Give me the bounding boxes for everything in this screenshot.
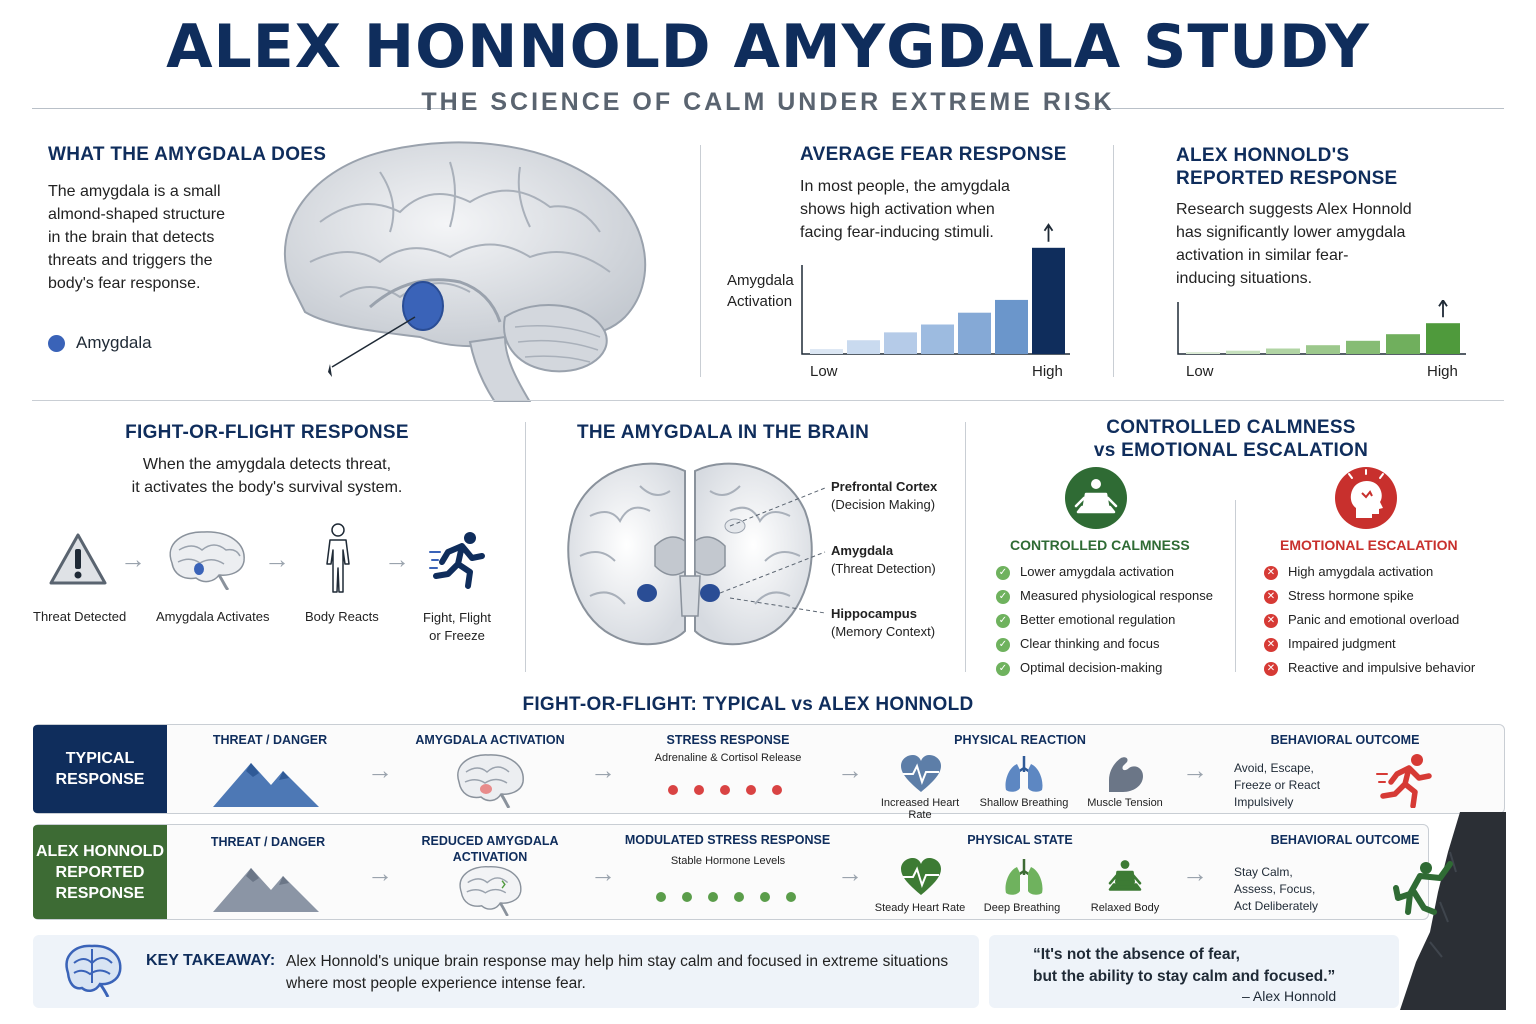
honnold-stress-header: MODULATED STRESS RESPONSE [624, 833, 831, 847]
check-icon: ✓ [996, 638, 1010, 652]
escalation-title: EMOTIONAL ESCALATION [1280, 537, 1458, 553]
section-divider [32, 400, 1504, 401]
brain-label-leaders [720, 480, 830, 630]
typical-physical-header: PHYSICAL REACTION [954, 733, 1086, 747]
honnold-hormone-dots [648, 889, 804, 907]
flow-arrow-icon: → [837, 858, 863, 888]
honnold-heading-line: ALEX HONNOLD'S [1176, 145, 1350, 166]
typical-phys-label: Increased Heart Rate [880, 797, 960, 821]
honnold-body-line: inducing situations. [1176, 270, 1313, 287]
cliff-climber-icon [1390, 812, 1506, 1010]
meditation-icon [1105, 857, 1145, 897]
amygdala-body-line: body's fear response. [48, 275, 201, 292]
page-title: ALEX HONNOLD AMYGDALA STUDY [166, 12, 1370, 82]
takeaway-line: Alex Honnold's unique brain response may help him stay calm and focused in extreme situations [286, 953, 949, 970]
chart-2-high-label: High [1427, 363, 1458, 380]
calm-heading-line: vs EMOTIONAL ESCALATION [1093, 440, 1369, 461]
hormone-dot [694, 785, 704, 795]
list-item-label: Reactive and impulsive behavior [1288, 660, 1476, 675]
flow-arrow-icon: → [1182, 858, 1208, 888]
x-icon: ✕ [1264, 662, 1278, 676]
chart-2-low-label: Low [1186, 363, 1214, 380]
list-item-label: Impaired judgment [1288, 636, 1396, 651]
calm-section-heading [965, 416, 1497, 462]
list-item-label: Panic and emotional overload [1288, 612, 1460, 627]
brain-label-name: Prefrontal Cortex [831, 479, 938, 494]
hormone-dot [734, 892, 744, 902]
average-section-heading: AVERAGE FEAR RESPONSE [800, 144, 1067, 165]
hormone-dot [772, 785, 782, 795]
list-item-label: Lower amygdala activation [1020, 564, 1174, 579]
honnold-outcome-text [1234, 864, 1318, 915]
hormone-dot [720, 785, 730, 795]
step-threat-detected: Threat Detected [33, 609, 127, 624]
list-item-label: High amygdala activation [1288, 564, 1434, 579]
brain-calm-icon [455, 864, 525, 916]
typical-outcome-text [1234, 760, 1320, 811]
calm-heading-line: CONTROLLED CALMNESS [1106, 417, 1356, 438]
chart-bar [1226, 351, 1260, 354]
fight-flight-body [0, 453, 534, 499]
brain-side-icon [260, 132, 660, 402]
brain-small-icon [164, 528, 250, 590]
flow-arrow-icon: → [120, 544, 146, 574]
list-item-label: Stress hormone spike [1288, 588, 1414, 603]
chart-bar [1306, 345, 1340, 354]
step-line: or Freeze [429, 628, 485, 643]
step-fight-flight-freeze [418, 609, 496, 645]
quote-text [1033, 944, 1335, 988]
running-person-icon [428, 530, 488, 590]
chart-bar [1386, 334, 1420, 354]
typical-outcome-header: BEHAVIORAL OUTCOME [1270, 733, 1420, 747]
honnold-phys-label: Relaxed Body [1090, 902, 1160, 914]
calm-divider [1235, 500, 1236, 672]
brain-activated-icon [453, 752, 527, 808]
warning-icon [48, 532, 108, 587]
check-icon: ✓ [996, 590, 1010, 604]
flexed-arm-icon [1105, 754, 1145, 794]
honnold-physical-header: PHYSICAL STATE [967, 833, 1073, 847]
col-hdr-line: REDUCED AMYGDALA [421, 834, 559, 848]
ylabel-line: Activation [727, 293, 793, 310]
chart-1-ylabel [727, 270, 794, 312]
takeaway-label: KEY TAKEAWAY: [146, 952, 276, 969]
ylabel-line: Amygdala [727, 272, 794, 289]
escalation-list [1264, 560, 1475, 680]
top-divider-1 [700, 145, 701, 377]
chart-bar [995, 300, 1028, 354]
amygdala-body-line: The amygdala is a small [48, 183, 221, 200]
brain-label-prefrontal [831, 478, 937, 514]
average-fear-chart [800, 220, 1080, 360]
chart-bar [1346, 341, 1380, 354]
top-divider-2 [1113, 145, 1114, 377]
hormone-dot [760, 892, 770, 902]
check-icon: ✓ [996, 614, 1010, 628]
amygdala-legend [48, 333, 152, 353]
x-icon: ✕ [1264, 638, 1278, 652]
mountain-icon [213, 860, 319, 912]
list-item [1264, 560, 1475, 584]
running-person-icon [1375, 752, 1435, 808]
x-icon: ✕ [1264, 566, 1278, 580]
chart-bar [810, 349, 843, 354]
average-body-line: facing fear-inducing stimuli. [800, 224, 994, 241]
honnold-body-line: has significantly lower amygdala [1176, 224, 1406, 241]
brain-label-hippocampus [831, 605, 935, 641]
list-item [996, 656, 1213, 680]
step-amygdala-activates: Amygdala Activates [156, 609, 270, 624]
honnold-fear-chart [1176, 300, 1476, 360]
list-item [996, 608, 1213, 632]
list-item [1264, 632, 1475, 656]
honnold-threat-header: THREAT / DANGER [210, 835, 326, 849]
list-item-label: Measured physiological response [1020, 588, 1213, 603]
list-item [1264, 656, 1475, 680]
honnold-body-line: Research suggests Alex Honnold [1176, 201, 1412, 218]
amygdala-legend-label: Amygdala [76, 333, 152, 352]
hormone-dot [746, 785, 756, 795]
honnold-heading-line: REPORTED RESPONSE [1176, 168, 1398, 189]
chart-bar [884, 332, 917, 354]
honnold-section-heading [1176, 144, 1398, 190]
typical-threat-header: THREAT / DANGER [212, 733, 328, 747]
honnold-body-line: activation in similar fear- [1176, 247, 1349, 264]
outcome-line: Stay Calm, [1234, 865, 1293, 879]
fight-flight-heading: FIGHT-OR-FLIGHT RESPONSE [125, 422, 409, 443]
lungs-icon [1002, 857, 1046, 897]
amygdala-body-line: almond-shaped structure [48, 206, 225, 223]
middle-divider-1 [525, 422, 526, 672]
honnold-phys-label: Deep Breathing [983, 902, 1061, 914]
honnold-outcome-header: BEHAVIORAL OUTCOME [1270, 833, 1420, 847]
chart-1-low-label: Low [810, 363, 838, 380]
stressed-head-icon [1334, 466, 1398, 530]
typical-stress-header: STRESS RESPONSE [666, 733, 790, 747]
honnold-section-body [1176, 198, 1426, 290]
outcome-line: Impulsively [1234, 795, 1294, 809]
row-label-line: TYPICAL [65, 750, 135, 767]
brain-label-desc: (Decision Making) [831, 497, 936, 512]
amygdala-section-body [48, 180, 268, 295]
mountain-icon [213, 755, 319, 807]
heart-icon [899, 754, 943, 794]
col-hdr-line: ACTIVATION [452, 850, 528, 864]
chart-bar [847, 340, 880, 354]
meditation-icon [1064, 466, 1128, 530]
outcome-line: Assess, Focus, [1234, 882, 1316, 896]
brain-label-amygdala [831, 542, 936, 578]
list-item [996, 584, 1213, 608]
row-label-line: ALEX HONNOLD [36, 842, 164, 860]
brain-label-desc: (Memory Context) [831, 624, 936, 639]
calm-list [996, 560, 1213, 680]
chart-bar [1266, 349, 1300, 355]
list-item-label: Clear thinking and focus [1020, 636, 1160, 651]
hormone-dot [656, 892, 666, 902]
typical-amygdala-header: AMYGDALA ACTIVATION [415, 733, 565, 747]
up-arrow-icon [1045, 225, 1053, 242]
brain-section-heading: THE AMYGDALA IN THE BRAIN [577, 422, 870, 443]
amygdala-body-line: threats and triggers the [48, 252, 213, 269]
flow-arrow-icon: → [367, 755, 393, 785]
honnold-row-label [33, 825, 167, 919]
typical-row-label [33, 725, 167, 813]
chart-bar [958, 313, 991, 354]
brain-label-name: Amygdala [831, 543, 894, 558]
up-arrow-icon [1439, 300, 1447, 317]
average-body-line: In most people, the amygdala [800, 178, 1010, 195]
fight-flight-body-line: it activates the body's survival system. [131, 479, 403, 496]
quote-author: – Alex Honnold [1242, 988, 1337, 1004]
flow-arrow-icon: → [837, 755, 863, 785]
subtitle-row [32, 88, 1504, 118]
takeaway-text [286, 951, 966, 995]
x-icon: ✕ [1264, 590, 1278, 604]
honnold-amygdala-header [410, 833, 570, 865]
takeaway-line: where most people experience intense fear. [286, 975, 586, 992]
lungs-icon [1002, 754, 1046, 794]
flow-arrow-icon: → [367, 858, 393, 888]
hormone-dot [682, 892, 692, 902]
flow-arrow-icon: → [1182, 755, 1208, 785]
quote-line: but the ability to stay calm and focused.” [1033, 968, 1336, 985]
honnold-phys-label: Steady Heart Rate [874, 902, 966, 914]
step-body-reacts: Body Reacts [305, 609, 379, 624]
chart-bar [1426, 323, 1460, 354]
typical-stress-sub: Adrenaline & Cortisol Release [654, 752, 802, 764]
chart-bar [921, 325, 954, 355]
chart-bar [1186, 352, 1220, 354]
row-label-line: REPORTED [55, 863, 145, 881]
brain-label-desc: (Threat Detection) [831, 561, 936, 576]
flow-arrow-icon: → [590, 755, 616, 785]
quote-line: “It's not the absence of fear, [1033, 946, 1240, 963]
x-icon: ✕ [1264, 614, 1278, 628]
hormone-dot [786, 892, 796, 902]
outcome-line: Freeze or React [1234, 778, 1321, 792]
calm-title: CONTROLLED CALMNESS [1010, 537, 1190, 553]
fight-flight-body-line: When the amygdala detects threat, [142, 456, 392, 473]
hormone-dot [708, 892, 718, 902]
amygdala-legend-dot [48, 335, 65, 352]
list-item [996, 560, 1213, 584]
brain-outline-icon [62, 943, 124, 997]
comparison-heading: FIGHT-OR-FLIGHT: TYPICAL vs ALEX HONNOLD [522, 694, 974, 715]
hormone-dot [668, 785, 678, 795]
list-item-label: Optimal decision-making [1020, 660, 1163, 675]
page-subtitle: THE SCIENCE OF CALM UNDER EXTREME RISK [421, 88, 1115, 116]
list-item [996, 632, 1213, 656]
flow-arrow-icon: → [590, 858, 616, 888]
list-item [1264, 584, 1475, 608]
chart-bar [1032, 248, 1065, 354]
outcome-line: Act Deliberately [1234, 899, 1319, 913]
honnold-stress-sub: Stable Hormone Levels [670, 855, 786, 867]
typical-hormone-dots [660, 782, 790, 800]
typical-phys-label: Muscle Tension [1087, 797, 1163, 809]
list-item [1264, 608, 1475, 632]
check-icon: ✓ [996, 662, 1010, 676]
flow-arrow-icon: → [384, 544, 410, 574]
human-body-icon [318, 522, 358, 594]
typical-phys-label: Shallow Breathing [979, 797, 1069, 809]
average-body-line: shows high activation when [800, 201, 995, 218]
list-item-label: Better emotional regulation [1020, 612, 1176, 627]
flow-arrow-icon: → [264, 544, 290, 574]
chart-1-high-label: High [1032, 363, 1063, 380]
brain-label-name: Hippocampus [831, 606, 917, 621]
check-icon: ✓ [996, 566, 1010, 580]
amygdala-body-line: in the brain that detects [48, 229, 215, 246]
row-label-line: RESPONSE [55, 884, 145, 902]
outcome-line: Avoid, Escape, [1234, 761, 1314, 775]
amygdala-section-heading: WHAT THE AMYGDALA DOES [48, 144, 327, 165]
heart-icon [899, 857, 943, 897]
row-label-line: RESPONSE [55, 771, 145, 788]
step-line: Fight, Flight [423, 610, 491, 625]
